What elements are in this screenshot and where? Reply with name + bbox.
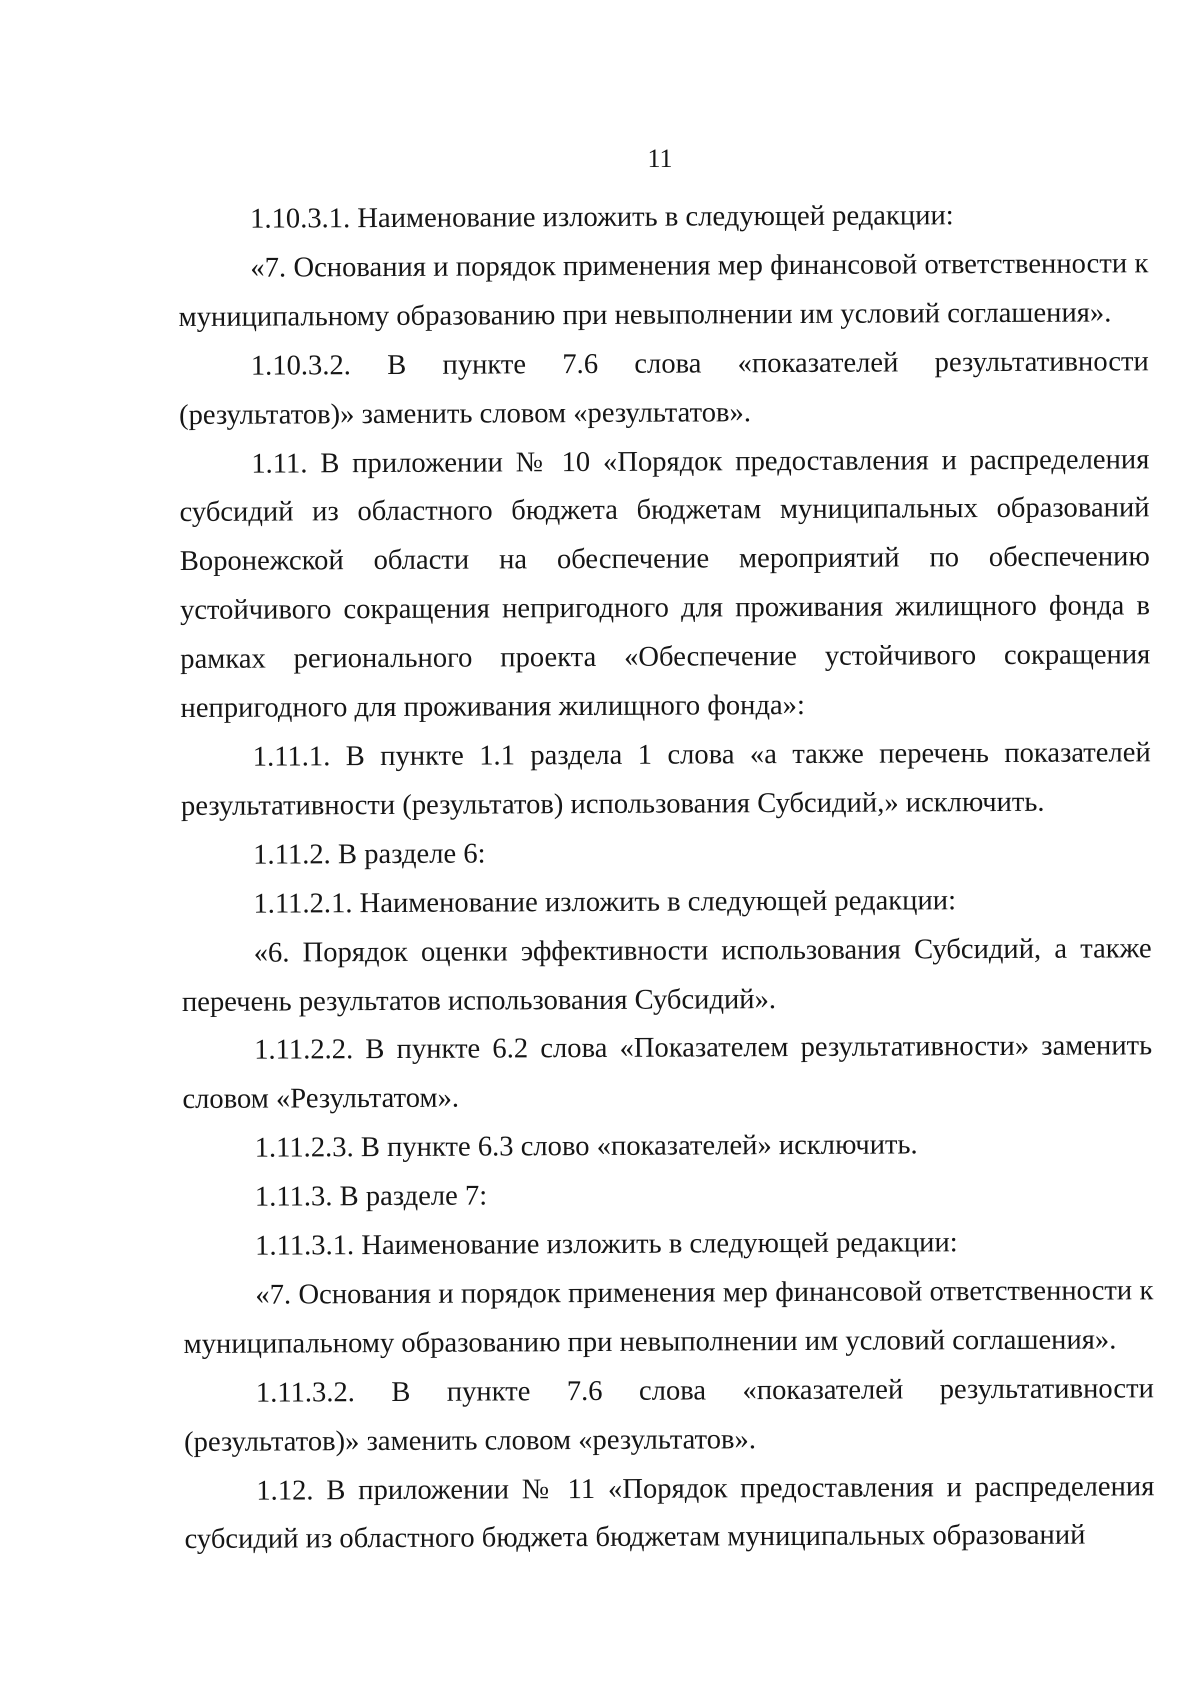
paragraph-1-11-3-2: 1.11.3.2. В пункте 7.6 слова «показателей результативности (результатов)» заменить словом «результатов». (184, 1372, 1154, 1458)
paragraph-1-11-1: 1.11.1. В пункте 1.1 раздела 1 слова «а также перечень показателей результативности (результатов) использования Субсидий,» исключить. (180, 737, 1151, 822)
page-number: 11 (647, 144, 673, 173)
paragraph-1-11-2-2: 1.11.2.2. В пункте 6.2 слова «Показателем результативности» заменить словом «Результатом». (182, 1030, 1153, 1116)
paragraph-1-11-2-3: 1.11.2.3. В пункте 6.3 слово «показателей» исключить. (254, 1129, 918, 1164)
paragraph-section-7-title-quote-2: «7. Основания и порядок применения мер финансовой ответственности к муниципальному образованию при невыполнении им условий соглашения». (183, 1275, 1154, 1360)
paragraph-1-12: 1.12. В приложении № 11 «Порядок предоставления и распределения субсидий из областного бюджета бюджетам муниципальных образований (184, 1470, 1155, 1556)
paragraph-1-10-3-1: 1.10.3.1. Наименование изложить в следующей редакции: (250, 200, 954, 235)
paragraph-1-11-3-1: 1.11.3.1. Наименование изложить в следующей редакции: (255, 1227, 958, 1262)
paragraph-1-11: 1.11. В приложении № 10 «Порядок предоставления и распределения субсидий из областного бюджета бюджетам муниципальных образований Воронежской области на обеспечение мероприятий по обеспечению устойчивого сокращения непригодного для проживания жилищного фонда в рамках регионального проекта «Обеспечение устойчивого сокращения непригодного для проживания жилищного фонда»: (179, 443, 1151, 725)
paragraph-1-11-2-1: 1.11.2.1. Наименование изложить в следующей редакции: (253, 884, 957, 920)
document-body (178, 191, 1155, 1565)
paragraph-1-11-3: 1.11.3. В разделе 7: (254, 1180, 488, 1213)
paragraph-section-7-title-quote: «7. Основания и порядок применения мер финансовой ответственности к муниципальному образованию при невыполнении им условий соглашения». (178, 248, 1149, 333)
paragraph-1-10-3-2: 1.10.3.2. В пункте 7.6 слова «показателей результативности (результатов)» заменить словом «результатов». (178, 345, 1149, 431)
paragraph-1-11-2: 1.11.2. В разделе 6: (253, 838, 486, 871)
paragraph-section-6-title-quote: «6. Порядок оценки эффективности использования Субсидий, а также перечень результатов использования Субсидий». (181, 932, 1152, 1018)
